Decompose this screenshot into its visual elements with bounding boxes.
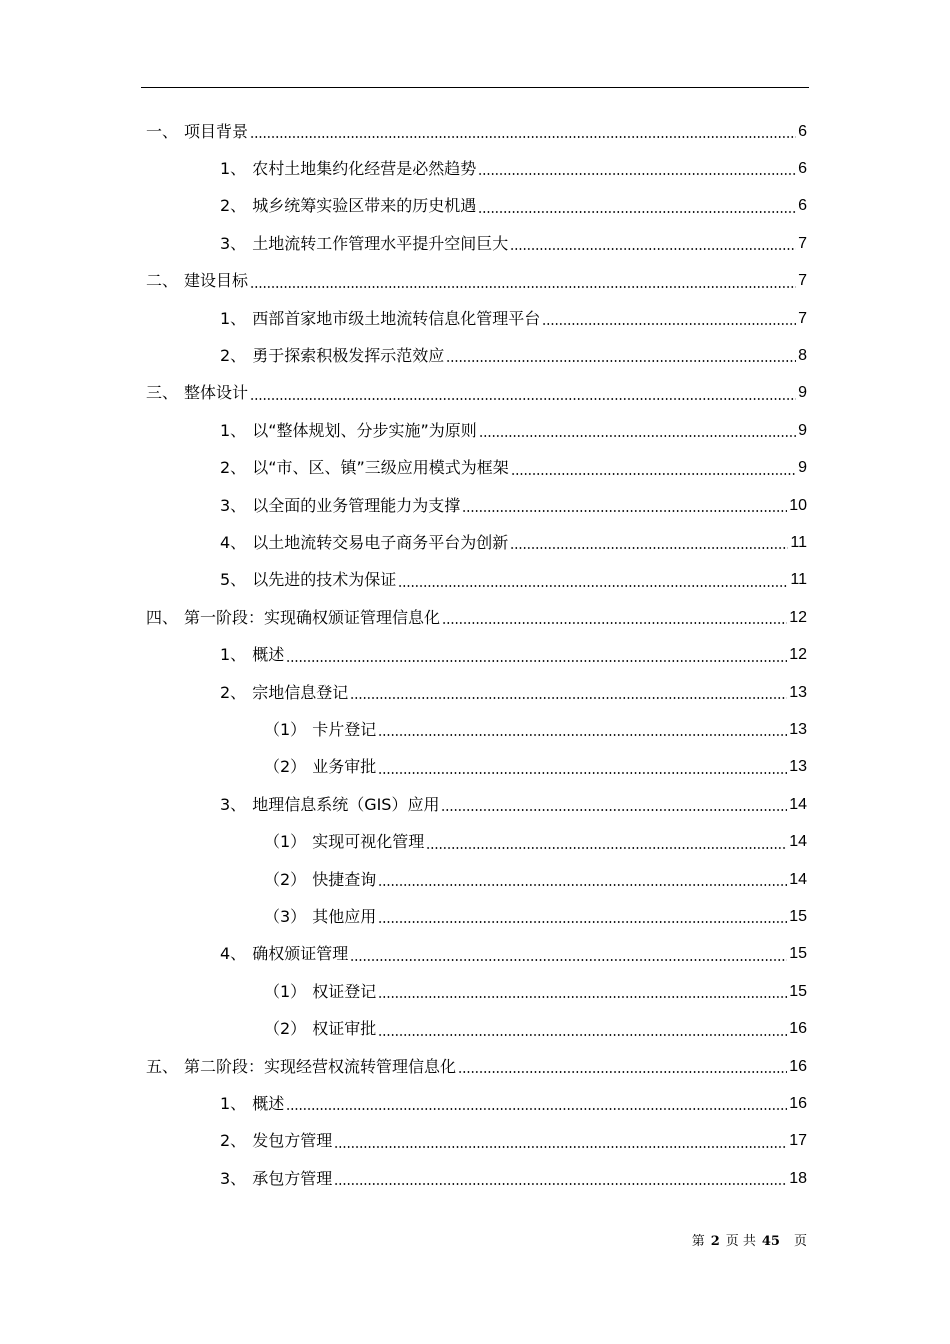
footer-suffix: 页	[793, 1234, 807, 1249]
toc-entry[interactable]	[264, 749, 807, 786]
toc-entry-number: （1）	[264, 832, 307, 852]
toc-entry-title: 以“整体规划、分步实施”为原则	[252, 420, 477, 440]
toc-dot-leader	[479, 435, 796, 437]
toc-entry-title: 建设目标	[184, 271, 249, 291]
toc-entry-title: 确权颁证管理	[252, 944, 349, 964]
toc-dot-leader	[378, 734, 787, 736]
toc-entry-page: 11	[790, 533, 807, 551]
toc-entry[interactable]	[264, 973, 807, 1010]
toc-dot-leader	[378, 921, 787, 923]
toc-entry-page: 14	[789, 833, 807, 851]
toc-dot-leader	[334, 1146, 787, 1148]
toc-entry-page: 14	[789, 795, 807, 813]
toc-entry-title: 快捷查询	[312, 869, 377, 889]
toc-entry-number: 五、	[146, 1056, 179, 1076]
toc-entry-title: 承包方管理	[252, 1168, 333, 1188]
toc-entry[interactable]	[220, 188, 807, 225]
toc-entry-page: 7	[798, 272, 807, 290]
toc-entry-number: 3、	[220, 1168, 247, 1188]
toc-entry-number: 3、	[220, 233, 247, 253]
toc-entry-title: 业务审批	[312, 757, 377, 777]
toc-entry-page: 13	[789, 683, 807, 701]
toc-dot-leader	[478, 211, 796, 213]
toc-entry-title: 以全面的业务管理能力为支撑	[252, 495, 461, 515]
toc-entry-page: 17	[789, 1132, 807, 1150]
toc-entry-page: 15	[789, 982, 807, 1000]
footer-total-pages: 45	[761, 1234, 780, 1249]
toc-entry-number: 1、	[220, 158, 247, 178]
footer-prefix: 第	[691, 1234, 705, 1249]
toc-entry-page: 13	[789, 720, 807, 738]
toc-entry-title: 西部首家地市级土地流转信息化管理平台	[252, 308, 541, 328]
toc-entry-page: 14	[789, 870, 807, 888]
toc-entry-number: （1）	[264, 719, 307, 739]
toc-entry-title: 土地流转工作管理水平提升空间巨大	[252, 233, 509, 253]
toc-entry-number: 2、	[220, 345, 247, 365]
toc-entry-number: 四、	[146, 607, 179, 627]
toc-entry-page: 6	[798, 197, 807, 215]
toc-entry[interactable]	[264, 898, 807, 935]
toc-entry-number: 4、	[220, 532, 247, 552]
toc-entry-title: 权证审批	[312, 1019, 377, 1039]
toc-entry-number: （2）	[264, 757, 307, 777]
toc-entry-page: 15	[789, 945, 807, 963]
toc-entry[interactable]	[220, 150, 807, 187]
toc-entry-page: 7	[798, 234, 807, 252]
toc-entry-number: （1）	[264, 981, 307, 1001]
toc-entry[interactable]	[220, 1085, 807, 1122]
toc-dot-leader	[250, 286, 796, 288]
toc-entry[interactable]	[264, 861, 807, 898]
toc-entry-number: （2）	[264, 869, 307, 889]
toc-entry-title: 宗地信息登记	[252, 682, 349, 702]
toc-entry[interactable]	[146, 263, 807, 300]
toc-entry-page: 7	[798, 309, 807, 327]
toc-dot-leader	[286, 1108, 787, 1110]
footer-current-page: 2	[710, 1234, 720, 1249]
page-footer	[692, 1230, 807, 1249]
toc-entry[interactable]	[146, 1048, 807, 1085]
toc-entry-number: 3、	[220, 495, 247, 515]
toc-entry-page: 16	[789, 1094, 807, 1112]
toc-dot-leader	[426, 847, 787, 849]
toc-entry-page: 11	[790, 571, 807, 589]
toc-entry[interactable]	[220, 637, 807, 674]
toc-dot-leader	[378, 884, 787, 886]
toc-dot-leader	[398, 585, 788, 587]
toc-dot-leader	[350, 959, 787, 961]
toc-entry-title: 整体设计	[184, 383, 249, 403]
toc-entry-number: 二、	[146, 271, 179, 291]
toc-entry-page: 9	[798, 421, 807, 439]
toc-entry[interactable]	[220, 786, 807, 823]
toc-entry-page: 10	[789, 496, 807, 514]
toc-entry[interactable]	[146, 599, 807, 636]
toc-entry-number: 2、	[220, 458, 247, 478]
toc-dot-leader	[446, 360, 796, 362]
toc-entry-title: 第二阶段：实现经营权流转管理信息化	[184, 1056, 457, 1076]
toc-entry-number: 三、	[146, 383, 179, 403]
toc-entry-page: 6	[798, 159, 807, 177]
toc-entry-title: 实现可视化管理	[312, 832, 425, 852]
toc-entry-number: 2、	[220, 682, 247, 702]
toc-entry-title: 以先进的技术为保证	[252, 570, 397, 590]
toc-entry-title: 项目背景	[184, 121, 249, 141]
toc-entry-title: 卡片登记	[312, 719, 377, 739]
toc-entry-number: 3、	[220, 794, 247, 814]
toc-dot-leader	[250, 136, 796, 138]
toc-entry[interactable]	[220, 524, 807, 561]
toc-entry-title: 第一阶段：实现确权颁证管理信息化	[184, 607, 441, 627]
toc-entry[interactable]	[220, 936, 807, 973]
toc-dot-leader	[510, 248, 796, 250]
toc-entry-title: 以土地流转交易电子商务平台为创新	[252, 532, 509, 552]
toc-dot-leader	[250, 398, 796, 400]
toc-dot-leader	[478, 173, 796, 175]
toc-entry-page: 9	[798, 384, 807, 402]
toc-dot-leader	[286, 660, 787, 662]
toc-entry[interactable]	[220, 562, 807, 599]
toc-entry-number: 一、	[146, 121, 179, 141]
toc-entry-title: 其他应用	[312, 906, 377, 926]
toc-entry[interactable]	[220, 1123, 807, 1160]
toc-dot-leader	[542, 323, 796, 325]
toc-dot-leader	[334, 1183, 787, 1185]
toc-entry-number: 2、	[220, 196, 247, 216]
toc-entry-title: 概述	[252, 645, 285, 665]
toc-entry[interactable]	[264, 1011, 807, 1048]
footer-middle: 页 共	[725, 1234, 756, 1249]
toc-entry[interactable]	[220, 412, 807, 449]
toc-entry-title: 权证登记	[312, 981, 377, 1001]
toc-entry-number: 1、	[220, 645, 247, 665]
toc-entry-title: 地理信息系统（GIS）应用	[252, 794, 440, 814]
toc-entry-number: 5、	[220, 570, 247, 590]
toc-dot-leader	[378, 996, 787, 998]
toc-entry-number: 1、	[220, 1093, 247, 1113]
toc-entry-page: 16	[789, 1057, 807, 1075]
toc-dot-leader	[510, 547, 788, 549]
toc-entry[interactable]	[220, 450, 807, 487]
toc-entry[interactable]	[220, 1160, 807, 1197]
toc-entry[interactable]	[146, 375, 807, 412]
toc-entry-title: 发包方管理	[252, 1131, 333, 1151]
toc-entry-page: 8	[798, 346, 807, 364]
toc-entry[interactable]	[220, 337, 807, 374]
toc-entry-number: 1、	[220, 420, 247, 440]
toc-entry-title: 农村土地集约化经营是必然趋势	[252, 158, 477, 178]
toc-entry[interactable]	[264, 711, 807, 748]
toc-entry[interactable]	[220, 300, 807, 337]
toc-entry[interactable]	[220, 674, 807, 711]
toc-entry-page: 12	[789, 646, 807, 664]
toc-dot-leader	[462, 510, 787, 512]
toc-entry[interactable]	[264, 824, 807, 861]
header-rule	[141, 87, 809, 88]
toc-entry-title: 勇于探索积极发挥示范效应	[252, 345, 445, 365]
toc-dot-leader	[378, 1034, 787, 1036]
toc-dot-leader	[458, 1071, 787, 1073]
toc-entry[interactable]	[220, 225, 807, 262]
toc-dot-leader	[441, 809, 787, 811]
toc-entry-number: 2、	[220, 1131, 247, 1151]
toc-entry-page: 16	[789, 1020, 807, 1038]
toc-entry-title: 城乡统筹实验区带来的历史机遇	[252, 196, 477, 216]
toc-entry[interactable]	[146, 113, 807, 150]
toc-entry-title: 概述	[252, 1093, 285, 1113]
toc-dot-leader	[442, 622, 787, 624]
toc-entry-number: 1、	[220, 308, 247, 328]
toc-entry-page: 9	[798, 459, 807, 477]
toc-entry-title: 以“市、区、镇”三级应用模式为框架	[252, 458, 509, 478]
toc-entry[interactable]	[220, 487, 807, 524]
toc-dot-leader	[350, 697, 787, 699]
toc-dot-leader	[511, 473, 796, 475]
toc-entry-number: （3）	[264, 906, 307, 926]
toc-entry-page: 18	[789, 1169, 807, 1187]
toc-entry-page: 15	[789, 907, 807, 925]
toc-entry-page: 12	[789, 608, 807, 626]
toc-entry-number: 4、	[220, 944, 247, 964]
toc-dot-leader	[378, 772, 787, 774]
toc-entry-page: 6	[798, 122, 807, 140]
toc-entry-page: 13	[789, 758, 807, 776]
toc-entry-number: （2）	[264, 1019, 307, 1039]
